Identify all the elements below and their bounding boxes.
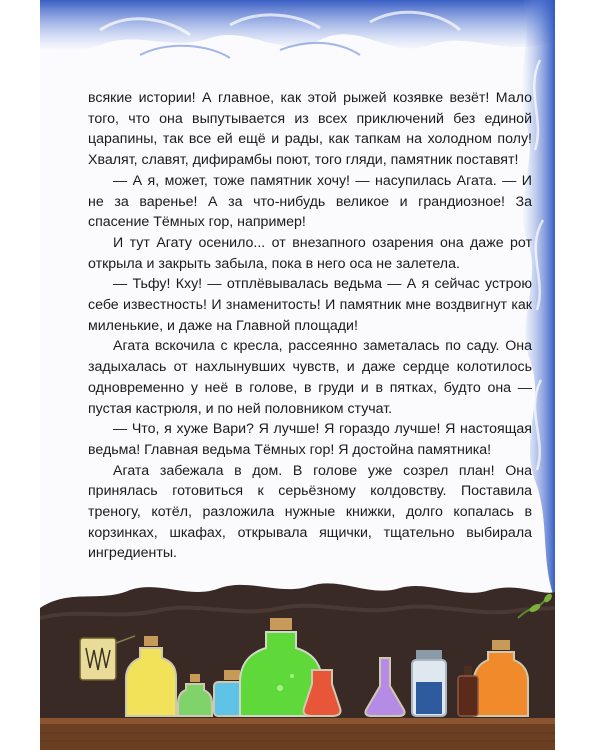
paragraph: — Что, я хуже Вари? Я лучше! Я гораздо лучше! Я настоящая ведьма! Главная ведьма Тёмных гор! Я достойна памятника! (88, 421, 532, 458)
paragraph: Агата вскочила с кресла, рассеянно заметалась по саду. Она задыхалась от нахлынувших чувств, и даже сердце колотилось одновременно у неё в голове, в груди и в пятках, будто она — пустая кастрюля, и по ней половником стучат. (88, 338, 532, 417)
book-page (40, 0, 555, 750)
paragraph: — А я, может, тоже памятник хочу! — насупилась Агата. — И не за варенье! А за что-нибудь великое и грандиозное! За спасение Тёмных гор, например! (88, 172, 532, 231)
blue-swirl-decoration (40, 0, 555, 90)
story-text (88, 88, 532, 564)
paragraph: Агата забежала в дом. В голове уже созрел план! Она принялась готовиться к серьёзному колдовству. Поставила треногу, котёл, разложила нужные книжки, долго копалась в корзинках, шкафах, открывала ящички, тщательно выбирала ингредиенты. (88, 462, 532, 562)
potion-jar-blue (412, 650, 446, 716)
paragraph: — Тьфу! Кху! — отплёвывалась ведьма — А я сейчас устрою себе известность! И знаменитость! И памятник мне воздвигнут как миленькие, и даже на Главной площади! (88, 276, 532, 334)
potion-shelf-illustration (40, 578, 555, 750)
paragraph: всякие истории! А главное, как этой рыжей козявке везёт! Мало того, что она выпутывается из всех приключений без единой царапины, так все ей ещё и рады, как тапкам на холодном полу! Хвалят, славят, дифирамбы поют, того гляди, памятник поставят! (88, 90, 532, 169)
paragraph: И тут Агату осенило... от внезапного озарения она даже рот открыла и закрыть забыла, пока в него оса не залетела. (88, 234, 532, 272)
